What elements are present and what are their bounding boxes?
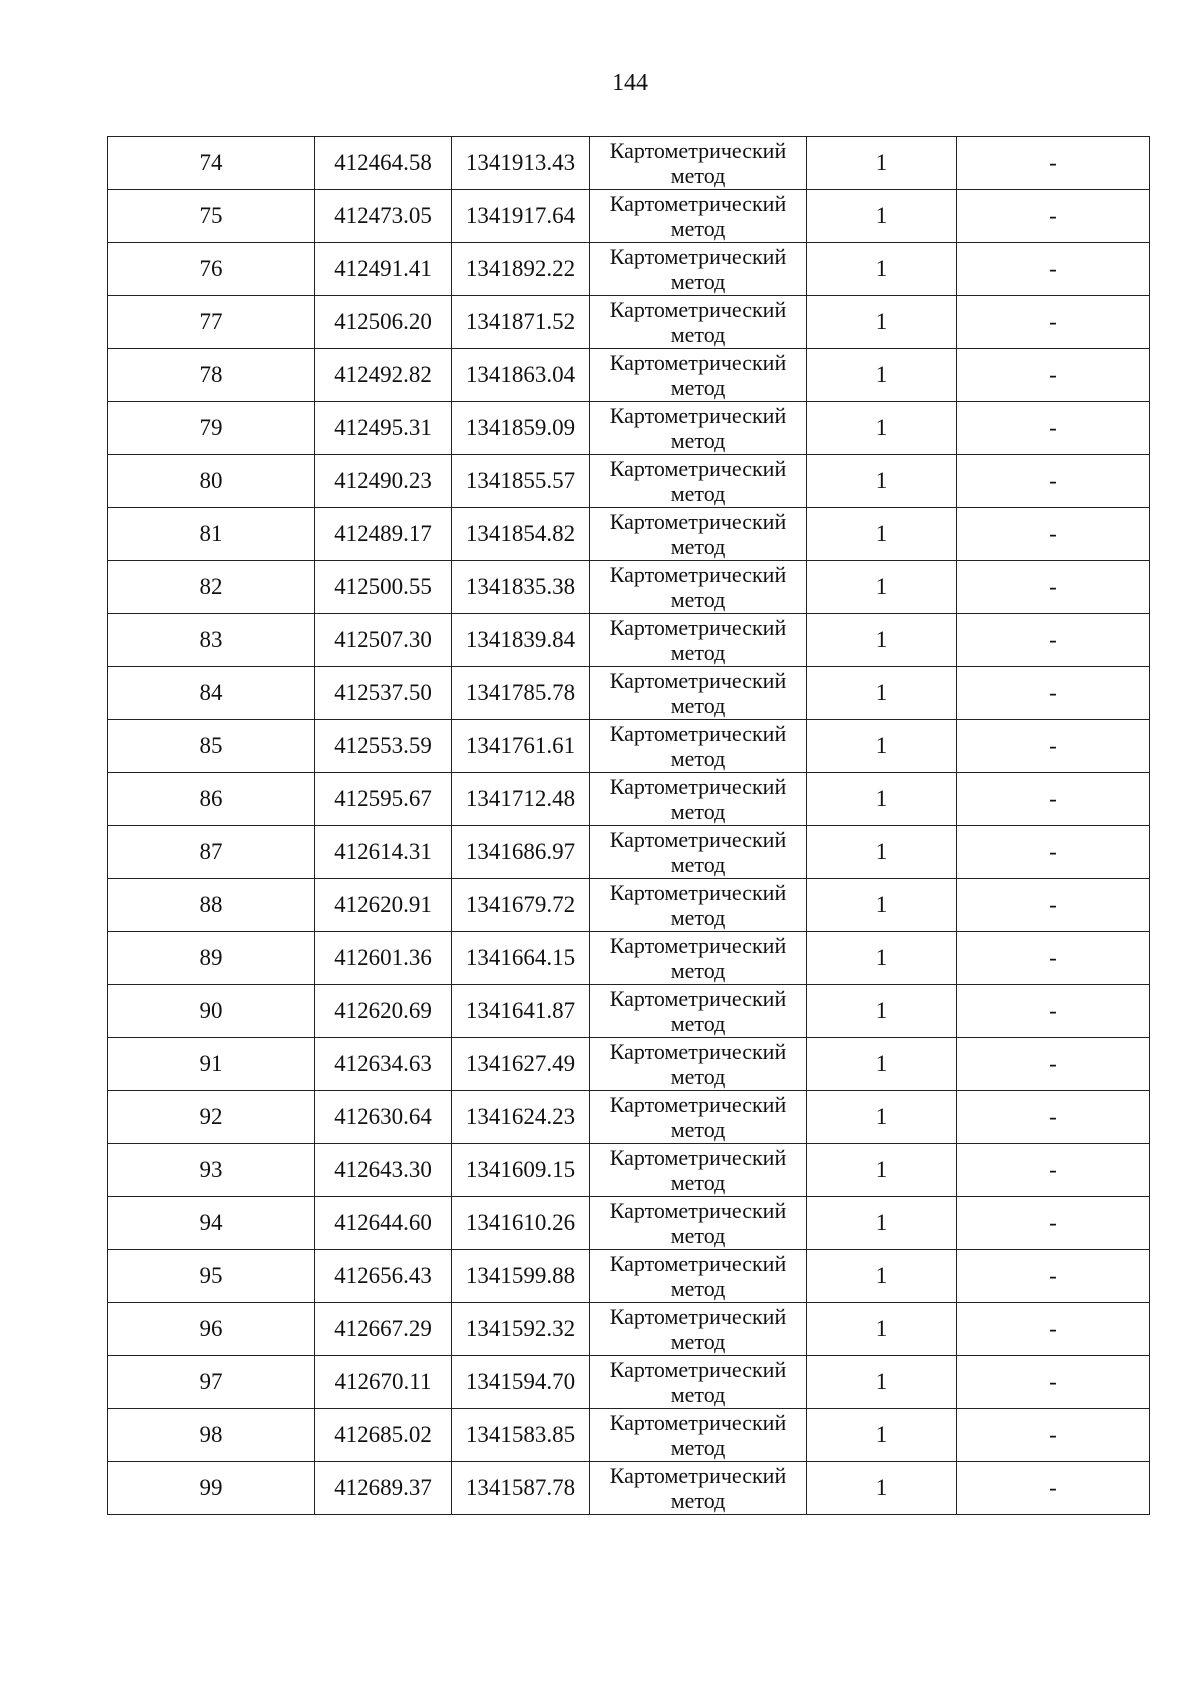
table-row bbox=[108, 1462, 1150, 1515]
point-number-cell: 86 bbox=[108, 773, 315, 826]
method-cell bbox=[590, 1462, 807, 1515]
accuracy-cell: 1 bbox=[807, 508, 957, 561]
method-line-1: Картометрический bbox=[609, 721, 787, 746]
note-cell: - bbox=[957, 985, 1150, 1038]
method-cell bbox=[590, 667, 807, 720]
method-cell bbox=[590, 1303, 807, 1356]
table-row bbox=[108, 1038, 1150, 1091]
point-number-cell: 96 bbox=[108, 1303, 315, 1356]
point-number-cell: 85 bbox=[108, 720, 315, 773]
x-coordinate-cell: 412620.91 bbox=[315, 879, 452, 932]
table-row bbox=[108, 1250, 1150, 1303]
note-cell: - bbox=[957, 720, 1150, 773]
accuracy-cell: 1 bbox=[807, 1197, 957, 1250]
table-row bbox=[108, 1197, 1150, 1250]
note-cell: - bbox=[957, 1091, 1150, 1144]
x-coordinate-cell: 412670.11 bbox=[315, 1356, 452, 1409]
method-line-1: Картометрический bbox=[609, 1198, 787, 1223]
accuracy-cell: 1 bbox=[807, 773, 957, 826]
point-number-cell: 98 bbox=[108, 1409, 315, 1462]
accuracy-cell: 1 bbox=[807, 561, 957, 614]
method-cell bbox=[590, 561, 807, 614]
note-cell: - bbox=[957, 667, 1150, 720]
accuracy-cell: 1 bbox=[807, 1038, 957, 1091]
x-coordinate-cell: 412489.17 bbox=[315, 508, 452, 561]
note-cell: - bbox=[957, 296, 1150, 349]
x-coordinate-cell: 412601.36 bbox=[315, 932, 452, 985]
method-line-2: метод bbox=[670, 534, 726, 559]
accuracy-cell: 1 bbox=[807, 720, 957, 773]
method-line-1: Картометрический bbox=[609, 986, 787, 1011]
x-coordinate-cell: 412689.37 bbox=[315, 1462, 452, 1515]
note-cell: - bbox=[957, 349, 1150, 402]
accuracy-cell: 1 bbox=[807, 243, 957, 296]
y-coordinate-cell: 1341592.32 bbox=[452, 1303, 590, 1356]
method-line-1: Картометрический bbox=[609, 1092, 787, 1117]
note-cell: - bbox=[957, 614, 1150, 667]
x-coordinate-cell: 412491.41 bbox=[315, 243, 452, 296]
method-line-1: Картометрический bbox=[609, 456, 787, 481]
point-number-cell: 82 bbox=[108, 561, 315, 614]
method-cell bbox=[590, 1356, 807, 1409]
note-cell: - bbox=[957, 190, 1150, 243]
x-coordinate-cell: 412495.31 bbox=[315, 402, 452, 455]
method-line-2: метод bbox=[670, 852, 726, 877]
note-cell: - bbox=[957, 932, 1150, 985]
y-coordinate-cell: 1341761.61 bbox=[452, 720, 590, 773]
x-coordinate-cell: 412620.69 bbox=[315, 985, 452, 1038]
method-cell bbox=[590, 243, 807, 296]
method-line-2: метод bbox=[670, 375, 726, 400]
accuracy-cell: 1 bbox=[807, 1409, 957, 1462]
method-line-2: метод bbox=[670, 693, 726, 718]
point-number-cell: 93 bbox=[108, 1144, 315, 1197]
note-cell: - bbox=[957, 137, 1150, 190]
y-coordinate-cell: 1341892.22 bbox=[452, 243, 590, 296]
y-coordinate-cell: 1341712.48 bbox=[452, 773, 590, 826]
method-cell bbox=[590, 985, 807, 1038]
table-row bbox=[108, 1356, 1150, 1409]
note-cell: - bbox=[957, 1303, 1150, 1356]
y-coordinate-cell: 1341871.52 bbox=[452, 296, 590, 349]
point-number-cell: 76 bbox=[108, 243, 315, 296]
point-number-cell: 99 bbox=[108, 1462, 315, 1515]
method-cell bbox=[590, 826, 807, 879]
method-line-1: Картометрический bbox=[609, 933, 787, 958]
method-line-2: метод bbox=[670, 269, 726, 294]
point-number-cell: 87 bbox=[108, 826, 315, 879]
table-row bbox=[108, 561, 1150, 614]
x-coordinate-cell: 412656.43 bbox=[315, 1250, 452, 1303]
y-coordinate-cell: 1341664.15 bbox=[452, 932, 590, 985]
point-number-cell: 77 bbox=[108, 296, 315, 349]
method-line-2: метод bbox=[670, 1488, 726, 1513]
method-line-2: метод bbox=[670, 428, 726, 453]
table-body bbox=[108, 137, 1150, 1515]
table-row bbox=[108, 879, 1150, 932]
method-line-2: метод bbox=[670, 905, 726, 930]
method-cell bbox=[590, 1409, 807, 1462]
x-coordinate-cell: 412537.50 bbox=[315, 667, 452, 720]
method-cell bbox=[590, 1091, 807, 1144]
y-coordinate-cell: 1341917.64 bbox=[452, 190, 590, 243]
accuracy-cell: 1 bbox=[807, 349, 957, 402]
note-cell: - bbox=[957, 1409, 1150, 1462]
method-cell bbox=[590, 508, 807, 561]
method-line-1: Картометрический bbox=[609, 1251, 787, 1276]
table-row bbox=[108, 720, 1150, 773]
x-coordinate-cell: 412614.31 bbox=[315, 826, 452, 879]
method-cell bbox=[590, 1144, 807, 1197]
table-row bbox=[108, 296, 1150, 349]
point-number-cell: 88 bbox=[108, 879, 315, 932]
y-coordinate-cell: 1341785.78 bbox=[452, 667, 590, 720]
x-coordinate-cell: 412507.30 bbox=[315, 614, 452, 667]
note-cell: - bbox=[957, 879, 1150, 932]
table-row bbox=[108, 932, 1150, 985]
note-cell: - bbox=[957, 508, 1150, 561]
point-number-cell: 78 bbox=[108, 349, 315, 402]
table-row bbox=[108, 614, 1150, 667]
table-row bbox=[108, 243, 1150, 296]
x-coordinate-cell: 412667.29 bbox=[315, 1303, 452, 1356]
table-row bbox=[108, 826, 1150, 879]
table-row bbox=[108, 667, 1150, 720]
point-number-cell: 83 bbox=[108, 614, 315, 667]
point-number-cell: 84 bbox=[108, 667, 315, 720]
method-cell bbox=[590, 932, 807, 985]
method-line-2: метод bbox=[670, 1329, 726, 1354]
table-row bbox=[108, 349, 1150, 402]
y-coordinate-cell: 1341679.72 bbox=[452, 879, 590, 932]
method-cell bbox=[590, 1250, 807, 1303]
method-cell bbox=[590, 137, 807, 190]
point-number-cell: 81 bbox=[108, 508, 315, 561]
table-row bbox=[108, 508, 1150, 561]
accuracy-cell: 1 bbox=[807, 1303, 957, 1356]
method-line-2: метод bbox=[670, 322, 726, 347]
method-line-1: Картометрический bbox=[609, 615, 787, 640]
method-cell bbox=[590, 879, 807, 932]
note-cell: - bbox=[957, 455, 1150, 508]
y-coordinate-cell: 1341627.49 bbox=[452, 1038, 590, 1091]
accuracy-cell: 1 bbox=[807, 826, 957, 879]
accuracy-cell: 1 bbox=[807, 1144, 957, 1197]
y-coordinate-cell: 1341855.57 bbox=[452, 455, 590, 508]
page-number: 144 bbox=[612, 70, 648, 96]
point-number-cell: 90 bbox=[108, 985, 315, 1038]
method-line-1: Картометрический bbox=[609, 1357, 787, 1382]
accuracy-cell: 1 bbox=[807, 985, 957, 1038]
table-row bbox=[108, 190, 1150, 243]
point-number-cell: 75 bbox=[108, 190, 315, 243]
accuracy-cell: 1 bbox=[807, 1356, 957, 1409]
accuracy-cell: 1 bbox=[807, 190, 957, 243]
point-number-cell: 92 bbox=[108, 1091, 315, 1144]
method-line-2: метод bbox=[670, 216, 726, 241]
method-line-1: Картометрический bbox=[609, 297, 787, 322]
method-cell bbox=[590, 402, 807, 455]
table-row bbox=[108, 985, 1150, 1038]
accuracy-cell: 1 bbox=[807, 137, 957, 190]
point-number-cell: 79 bbox=[108, 402, 315, 455]
method-line-1: Картометрический bbox=[609, 138, 787, 163]
y-coordinate-cell: 1341859.09 bbox=[452, 402, 590, 455]
coordinates-table bbox=[107, 136, 1150, 1515]
x-coordinate-cell: 412644.60 bbox=[315, 1197, 452, 1250]
note-cell: - bbox=[957, 1038, 1150, 1091]
method-cell bbox=[590, 614, 807, 667]
y-coordinate-cell: 1341594.70 bbox=[452, 1356, 590, 1409]
method-line-1: Картометрический bbox=[609, 403, 787, 428]
x-coordinate-cell: 412634.63 bbox=[315, 1038, 452, 1091]
method-line-1: Картометрический bbox=[609, 509, 787, 534]
point-number-cell: 97 bbox=[108, 1356, 315, 1409]
x-coordinate-cell: 412492.82 bbox=[315, 349, 452, 402]
table-row bbox=[108, 1409, 1150, 1462]
method-line-2: метод bbox=[670, 1223, 726, 1248]
point-number-cell: 95 bbox=[108, 1250, 315, 1303]
method-line-1: Картометрический bbox=[609, 1039, 787, 1064]
method-line-1: Картометрический bbox=[609, 880, 787, 905]
method-line-2: метод bbox=[670, 481, 726, 506]
y-coordinate-cell: 1341863.04 bbox=[452, 349, 590, 402]
y-coordinate-cell: 1341854.82 bbox=[452, 508, 590, 561]
method-line-2: метод bbox=[670, 1170, 726, 1195]
method-line-2: метод bbox=[670, 1276, 726, 1301]
table-row bbox=[108, 455, 1150, 508]
method-line-1: Картометрический bbox=[609, 668, 787, 693]
table-row bbox=[108, 402, 1150, 455]
y-coordinate-cell: 1341610.26 bbox=[452, 1197, 590, 1250]
method-line-2: метод bbox=[670, 958, 726, 983]
method-line-1: Картометрический bbox=[609, 562, 787, 587]
note-cell: - bbox=[957, 402, 1150, 455]
method-cell bbox=[590, 455, 807, 508]
y-coordinate-cell: 1341641.87 bbox=[452, 985, 590, 1038]
table-row bbox=[108, 1303, 1150, 1356]
method-line-2: метод bbox=[670, 799, 726, 824]
x-coordinate-cell: 412506.20 bbox=[315, 296, 452, 349]
note-cell: - bbox=[957, 561, 1150, 614]
note-cell: - bbox=[957, 1197, 1150, 1250]
accuracy-cell: 1 bbox=[807, 402, 957, 455]
note-cell: - bbox=[957, 1250, 1150, 1303]
y-coordinate-cell: 1341583.85 bbox=[452, 1409, 590, 1462]
method-line-2: метод bbox=[670, 1382, 726, 1407]
x-coordinate-cell: 412464.58 bbox=[315, 137, 452, 190]
method-line-1: Картометрический bbox=[609, 244, 787, 269]
y-coordinate-cell: 1341609.15 bbox=[452, 1144, 590, 1197]
y-coordinate-cell: 1341599.88 bbox=[452, 1250, 590, 1303]
accuracy-cell: 1 bbox=[807, 1250, 957, 1303]
table-row bbox=[108, 773, 1150, 826]
note-cell: - bbox=[957, 826, 1150, 879]
method-line-2: метод bbox=[670, 1117, 726, 1142]
accuracy-cell: 1 bbox=[807, 614, 957, 667]
method-line-2: метод bbox=[670, 163, 726, 188]
accuracy-cell: 1 bbox=[807, 932, 957, 985]
point-number-cell: 94 bbox=[108, 1197, 315, 1250]
accuracy-cell: 1 bbox=[807, 667, 957, 720]
method-line-1: Картометрический bbox=[609, 827, 787, 852]
x-coordinate-cell: 412500.55 bbox=[315, 561, 452, 614]
method-cell bbox=[590, 296, 807, 349]
y-coordinate-cell: 1341835.38 bbox=[452, 561, 590, 614]
y-coordinate-cell: 1341587.78 bbox=[452, 1462, 590, 1515]
x-coordinate-cell: 412490.23 bbox=[315, 455, 452, 508]
accuracy-cell: 1 bbox=[807, 879, 957, 932]
x-coordinate-cell: 412473.05 bbox=[315, 190, 452, 243]
method-cell bbox=[590, 190, 807, 243]
x-coordinate-cell: 412595.67 bbox=[315, 773, 452, 826]
method-cell bbox=[590, 773, 807, 826]
table-row bbox=[108, 1144, 1150, 1197]
y-coordinate-cell: 1341913.43 bbox=[452, 137, 590, 190]
method-line-1: Картометрический bbox=[609, 191, 787, 216]
method-line-2: метод bbox=[670, 1064, 726, 1089]
accuracy-cell: 1 bbox=[807, 296, 957, 349]
x-coordinate-cell: 412630.64 bbox=[315, 1091, 452, 1144]
method-cell bbox=[590, 349, 807, 402]
method-line-1: Картометрический bbox=[609, 1410, 787, 1435]
method-line-1: Картометрический bbox=[609, 1145, 787, 1170]
note-cell: - bbox=[957, 773, 1150, 826]
note-cell: - bbox=[957, 1144, 1150, 1197]
method-line-1: Картометрический bbox=[609, 1463, 787, 1488]
table-row bbox=[108, 137, 1150, 190]
method-line-2: метод bbox=[670, 640, 726, 665]
accuracy-cell: 1 bbox=[807, 1091, 957, 1144]
method-line-1: Картометрический bbox=[609, 1304, 787, 1329]
point-number-cell: 89 bbox=[108, 932, 315, 985]
method-line-1: Картометрический bbox=[609, 774, 787, 799]
y-coordinate-cell: 1341624.23 bbox=[452, 1091, 590, 1144]
y-coordinate-cell: 1341839.84 bbox=[452, 614, 590, 667]
note-cell: - bbox=[957, 1462, 1150, 1515]
method-cell bbox=[590, 1038, 807, 1091]
x-coordinate-cell: 412553.59 bbox=[315, 720, 452, 773]
method-line-2: метод bbox=[670, 1011, 726, 1036]
accuracy-cell: 1 bbox=[807, 1462, 957, 1515]
point-number-cell: 74 bbox=[108, 137, 315, 190]
method-line-2: метод bbox=[670, 746, 726, 771]
method-line-2: метод bbox=[670, 1435, 726, 1460]
x-coordinate-cell: 412643.30 bbox=[315, 1144, 452, 1197]
method-cell bbox=[590, 720, 807, 773]
y-coordinate-cell: 1341686.97 bbox=[452, 826, 590, 879]
method-line-2: метод bbox=[670, 587, 726, 612]
note-cell: - bbox=[957, 1356, 1150, 1409]
x-coordinate-cell: 412685.02 bbox=[315, 1409, 452, 1462]
point-number-cell: 80 bbox=[108, 455, 315, 508]
method-cell bbox=[590, 1197, 807, 1250]
method-line-1: Картометрический bbox=[609, 350, 787, 375]
note-cell: - bbox=[957, 243, 1150, 296]
point-number-cell: 91 bbox=[108, 1038, 315, 1091]
table-row bbox=[108, 1091, 1150, 1144]
accuracy-cell: 1 bbox=[807, 455, 957, 508]
